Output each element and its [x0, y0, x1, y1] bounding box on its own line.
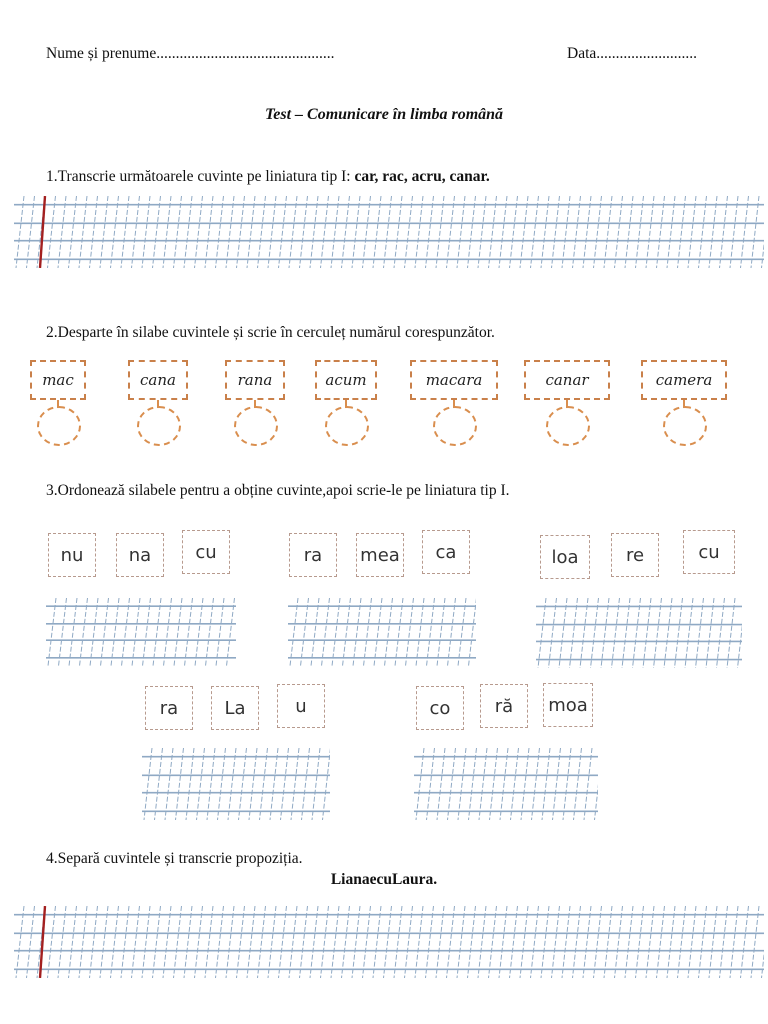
word-box-canar: canar — [524, 360, 610, 400]
syllable-box: cu — [182, 530, 230, 574]
syllable-count-circle[interactable] — [234, 406, 278, 446]
exercise-1-instruction — [46, 168, 490, 186]
syllable-box: co — [416, 686, 464, 730]
ruling-group-4 — [142, 748, 330, 820]
exercise-1-words: car, rac, acru, canar. — [354, 168, 490, 185]
syllable-count-circle[interactable] — [137, 406, 181, 446]
exercise-2-instruction: 2.Desparte în silabe cuvintele și scrie în cerculeț numărul corespunzător. — [46, 324, 495, 341]
ruling-group-5 — [414, 748, 598, 820]
syllable-box: ră — [480, 684, 528, 728]
syllable-box: nu — [48, 533, 96, 577]
syllable-box: loa — [540, 535, 590, 579]
syllable-count-circle[interactable] — [663, 406, 707, 446]
word-box-mac: mac — [30, 360, 86, 400]
word-box-cana: cana — [128, 360, 188, 400]
syllable-count-circle[interactable] — [37, 406, 81, 446]
syllable-box: u — [277, 684, 325, 728]
word-box-camera: camera — [641, 360, 727, 400]
ruling-exercise-1 — [14, 196, 764, 268]
word-box-acum: acum — [315, 360, 377, 400]
word-box-macara: macara — [410, 360, 498, 400]
page-title: Test – Comunicare în limba română — [264, 106, 504, 123]
syllable-box: re — [611, 533, 659, 577]
exercise-3-instruction: 3.Ordonează silabele pentru a obține cuvinte,apoi scrie-le pe liniatura tip I. — [46, 482, 510, 499]
ruling-group-1 — [46, 598, 236, 666]
ruling-group-3 — [536, 598, 742, 668]
syllable-count-circle[interactable] — [546, 406, 590, 446]
syllable-box: na — [116, 533, 164, 577]
exercise-4-instruction: 4.Separă cuvintele și transcrie propoziția. — [46, 850, 303, 867]
syllable-box: La — [211, 686, 259, 730]
name-field-label: Nume și prenume.............................................. — [46, 45, 335, 62]
date-field-label: Data.......................... — [567, 45, 698, 62]
syllable-box: ra — [145, 686, 193, 730]
syllable-count-circle[interactable] — [433, 406, 477, 446]
word-box-rana: rana — [225, 360, 285, 400]
ruling-exercise-4 — [14, 906, 764, 978]
syllable-count-circle[interactable] — [325, 406, 369, 446]
exercise-4-sentence: LianaecuLaura. — [330, 871, 438, 888]
syllable-box: ra — [289, 533, 337, 577]
syllable-box: moa — [543, 683, 593, 727]
ruling-group-2 — [288, 598, 476, 666]
syllable-box: ca — [422, 530, 470, 574]
syllable-box: cu — [683, 530, 735, 574]
syllable-box: mea — [356, 533, 404, 577]
exercise-1-text: 1.Transcrie următoarele cuvinte pe liniatura tip I: — [46, 168, 355, 185]
